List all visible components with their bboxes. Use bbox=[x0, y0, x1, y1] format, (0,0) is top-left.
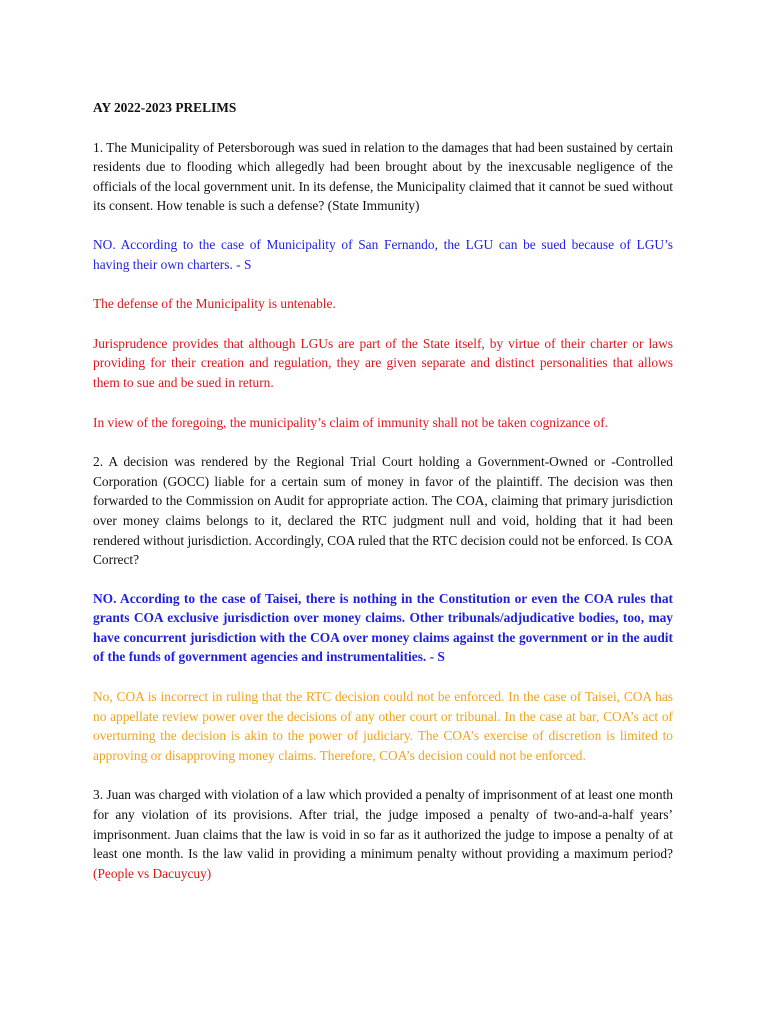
answer-2-orange: No, COA is incorrect in ruling that the RTC decision could not be enforced. In the case of Taisei, COA has no appellate review power over the decisions of any other court or tribunal. In the case at bar, COA’s act of overturning the decision is akin to the power of judiciary. The COA’s exercise of discretion is limited to approving or disapproving money claims. Therefore, COA’s decision could not be enforced. bbox=[93, 689, 673, 763]
question-1: 1. The Municipality of Petersborough was sued in relation to the damages that had been sustained by certain residents due to flooding which allegedly had been brought about by the inexcusable negligence of the officials of the local government unit. In its defense, the Municipality claimed that it cannot be sued without its consent. How tenable is such a defense? (State Immunity) bbox=[93, 139, 673, 214]
answer-1-blue: NO. According to the case of Municipality of San Fernando, the LGU can be sued because of LGU’s having their own charters. - S bbox=[93, 236, 673, 272]
question-2: 2. A decision was rendered by the Regional Trial Court holding a Government-Owned or -Controlled Corporation (GOCC) liable for a certain sum of money in favor of the plaintiff. The decision was then forwarded to the Commission on Audit for appropriate action. The COA, claiming that primary jurisdiction over money claims belongs to it, declared the RTC judgment null and void, holding that it had been rendered without jurisdiction. Accordingly, COA ruled that the RTC decision could not be enforced. Is COA Correct? bbox=[93, 454, 673, 568]
question-3-text: 3. Juan was charged with violation of a law which provided a penalty of imprisonment of at least one month for any violation of its provisions. After trial, the judge imposed a penalty of two-and-a-half years’ imprisonment. Juan claims that the law is void in so far as it authorized the judge to impose a penalty of at least one month. Is the law valid in providing a minimum penalty without providing a maximum period? bbox=[93, 787, 673, 862]
answer-2-blue: NO. According to the case of Taisei, there is nothing in the Constitution or even the COA rules that grants COA exclusive jurisdiction over money claims. Other tribunals/adjudicative bodies, too, may have concurrent jurisdiction with the COA over money claims against the government or in the audit of the funds of government agencies and instrumentalities. - S bbox=[93, 590, 673, 665]
answer-1-red-conclusion: In view of the foregoing, the municipality’s claim of immunity shall not be taken cognizance of. bbox=[93, 414, 609, 430]
question-3 bbox=[93, 785, 673, 883]
question-3-citation: (People vs Dacuycuy) bbox=[93, 865, 212, 881]
answer-1-red-verdict: The defense of the Municipality is untenable. bbox=[93, 296, 336, 312]
document-heading: AY 2022-2023 PRELIMS bbox=[93, 100, 237, 115]
answer-1-red-jurisprudence: Jurisprudence provides that although LGUs are part of the State itself, by virtue of their charter or laws providing for their creation and regulation, they are given separate and distinct personalities that allows them to sue and be sued in return. bbox=[93, 335, 673, 390]
document-page bbox=[93, 98, 673, 902]
